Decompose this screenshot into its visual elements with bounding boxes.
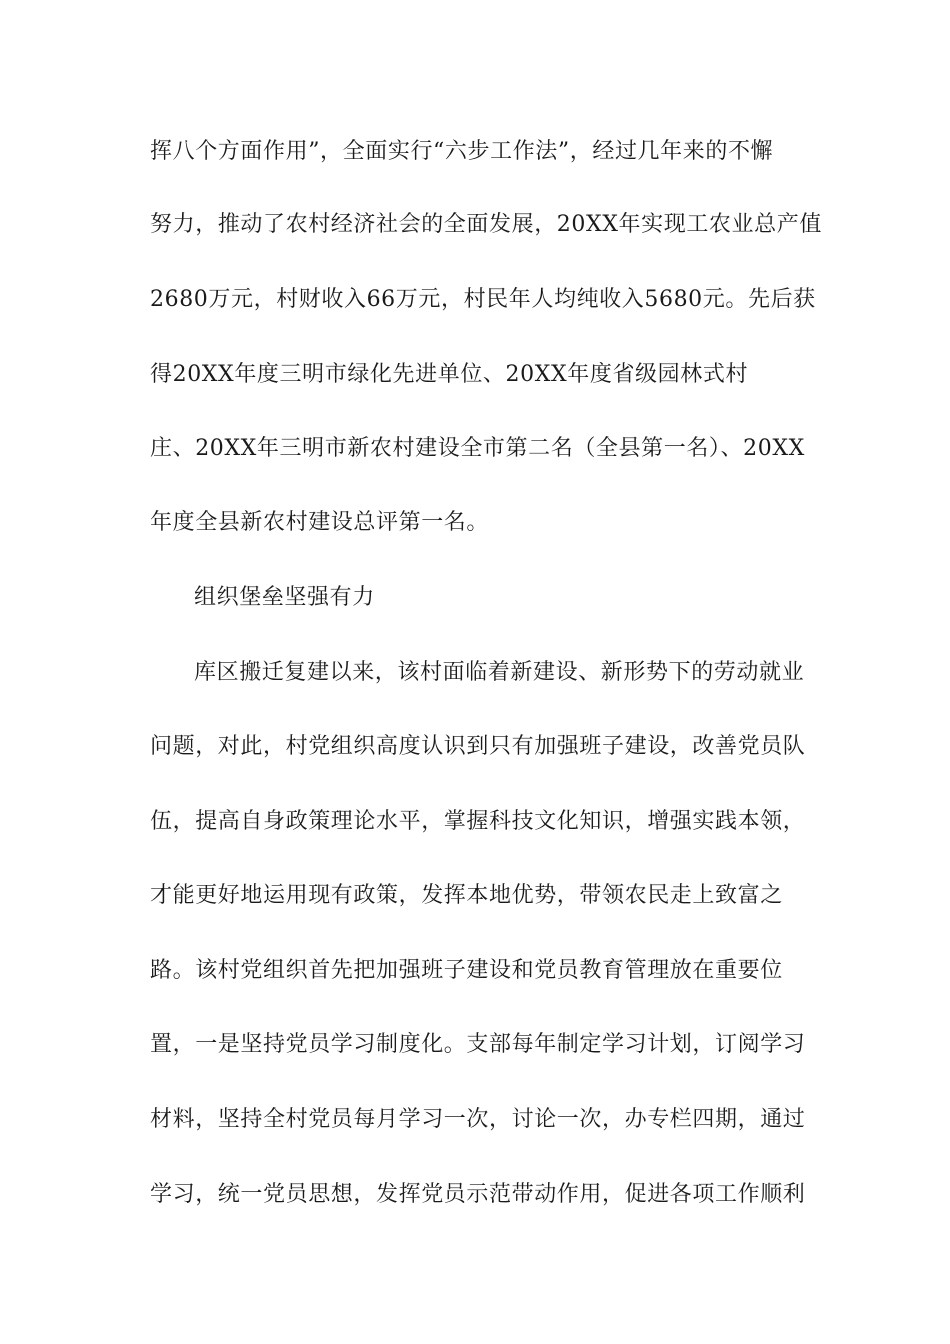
text-line: 才能更好地运用现有政策，发挥本地优势，带领农民走上致富之	[150, 883, 783, 908]
text-line: 问题，对此，村党组织高度认识到只有加强班子建设，改善党员队	[150, 734, 806, 759]
text-line: 年度全县新农村建设总评第一名。	[150, 510, 490, 535]
text-line: 伍，提高自身政策理论水平，掌握科技文化知识，增强实践本领，	[150, 809, 806, 834]
text-line: 庄、20XX年三明市新农村建设全市第二名（全县第一名）、20XX	[150, 436, 805, 461]
text-line: 努力，推动了农村经济社会的全面发展，20XX年实现工农业总产值	[150, 212, 822, 237]
text-line: 2680万元，村财收入66万元，村民年人均纯收入5680元。先后获	[150, 287, 816, 312]
text-line: 得20XX年度三明市绿化先进单位、20XX年度省级园林式村	[150, 362, 749, 387]
text-line: 置，一是坚持党员学习制度化。支部每年制定学习计划，订阅学习	[150, 1032, 806, 1057]
text-line: 学习，统一党员思想，发挥党员示范带动作用，促进各项工作顺利	[150, 1182, 806, 1207]
paragraph-first-line: 库区搬迁复建以来，该村面临着新建设、新形势下的劳动就业	[194, 660, 805, 685]
text-line: 路。该村党组织首先把加强班子建设和党员教育管理放在重要位	[150, 958, 783, 983]
text-line: 挥八个方面作用”，全面实行“六步工作法”，经过几年来的不懈	[150, 139, 774, 164]
section-heading: 组织堡垒坚强有力	[194, 585, 375, 610]
text-line: 材料，坚持全村党员每月学习一次，讨论一次，办专栏四期，通过	[150, 1107, 806, 1132]
